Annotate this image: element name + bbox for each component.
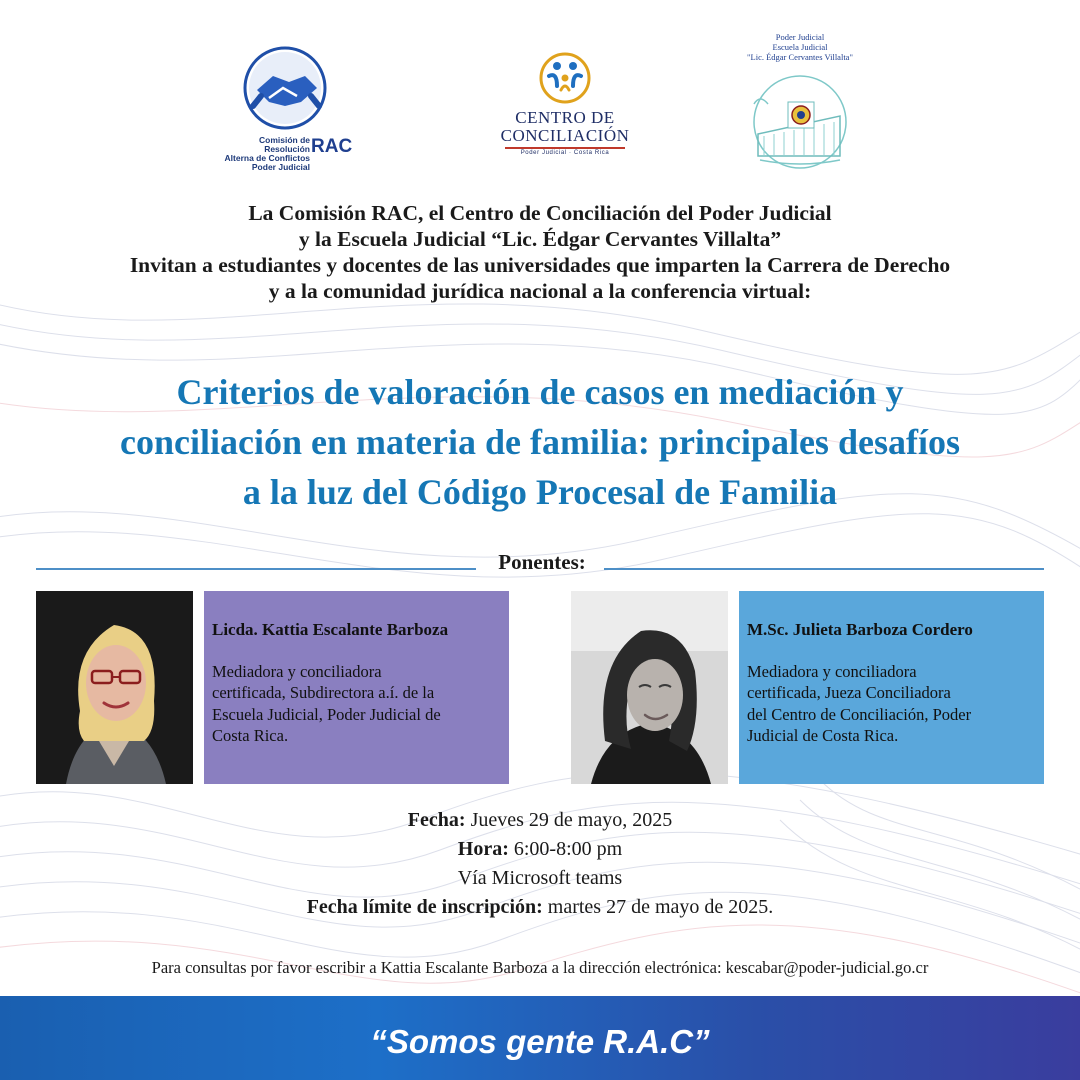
- rac-caption: [215, 136, 310, 172]
- escuela-logo-line1: Poder Judicial: [775, 32, 825, 42]
- speaker-bio-line: certificada, Jueza Conciliadora: [747, 683, 951, 702]
- rac-caption-line: Poder Judicial: [251, 162, 310, 172]
- event-date: [0, 806, 1080, 835]
- ponentes-label: Ponentes:: [498, 550, 586, 574]
- time-label: Hora:: [457, 838, 509, 860]
- handshake-icon: [205, 40, 365, 135]
- speaker-bio-line: Mediadora y conciliadora: [212, 661, 382, 681]
- divider-right: [604, 568, 1044, 570]
- title-line: a la luz del Código Procesal de Familia: [242, 472, 838, 512]
- speaker-name: Licda. Kattia Escalante Barboza: [212, 620, 449, 639]
- intro-line: Invitan a estudiantes y docentes de las universidades que imparten la Carrera de Derecho: [129, 253, 951, 277]
- escuela-logo-line3: "Lic. Édgar Cervantes Villalta": [747, 52, 853, 62]
- centro-logo-line1: CENTRO DE: [515, 108, 615, 127]
- event-platform: Vía Microsoft teams: [457, 867, 623, 889]
- rac-logo: [205, 40, 365, 170]
- speaker-bio-line: Mediadora y conciliadora: [747, 661, 917, 681]
- title-line: conciliación en materia de familia: principales desafíos: [120, 422, 960, 462]
- event-time: [0, 835, 1080, 864]
- date-value: Jueves 29 de mayo, 2025: [465, 809, 673, 831]
- title-line: Criterios de valoración de casos en mediación y: [176, 372, 904, 412]
- speaker-bio-line: del Centro de Conciliación, Poder: [747, 704, 972, 724]
- time-value: 6:00-8:00 pm: [508, 838, 623, 860]
- speaker-bio-line: Costa Rica.: [212, 726, 289, 745]
- footer-banner: [0, 996, 1080, 1080]
- family-figures-icon: [535, 50, 595, 106]
- divider-left: [36, 568, 476, 570]
- invitation-intro: [0, 200, 1080, 304]
- footer-slogan: “Somos gente R.A.C”: [370, 1023, 710, 1060]
- speaker-bio-line: certificada, Subdirectora a.í. de la: [212, 683, 435, 702]
- intro-line: La Comisión RAC, el Centro de Conciliación del Poder Judicial: [248, 201, 832, 225]
- centro-logo-line2: CONCILIACIÓN: [500, 126, 630, 145]
- speaker-bio-line: Escuela Judicial, Poder Judicial de: [212, 704, 441, 724]
- conference-title: [0, 367, 1080, 517]
- speaker-card-kattia: [204, 591, 509, 784]
- event-details: [0, 806, 1080, 922]
- speaker-card-julieta: [739, 591, 1044, 784]
- speaker-photo-kattia: [36, 591, 193, 784]
- speaker-photo-julieta: [571, 591, 728, 784]
- ponentes-header: [36, 548, 1044, 578]
- escuela-logo-line2: Escuela Judicial: [772, 42, 828, 52]
- centro-logo-divider: [505, 147, 625, 149]
- speaker-bio-line: Judicial de Costa Rica.: [747, 726, 899, 745]
- rac-caption-line: Comisión de Resolución: [258, 135, 310, 154]
- centro-logo-subtitle: Poder Judicial · Costa Rica: [520, 150, 610, 156]
- speaker-name: M.Sc. Julieta Barboza Cordero: [747, 620, 973, 639]
- contact-info: Para consultas por favor escribir a Kattia Escalante Barboza a la dirección electrónica: kescabar@poder-judicial.go.cr: [151, 958, 929, 977]
- centro-conciliacion-logo: [495, 50, 635, 165]
- deadline-label: Fecha límite de inscripción:: [306, 896, 543, 918]
- intro-line: y la Escuela Judicial “Lic. Édgar Cervantes Villalta”: [298, 227, 782, 251]
- intro-line: y a la comunidad jurídica nacional a la conferencia virtual:: [268, 279, 812, 303]
- rac-acronym: RAC: [311, 136, 353, 157]
- registration-deadline: [0, 893, 1080, 922]
- deadline-value: martes 27 de mayo de 2025.: [542, 896, 774, 918]
- escuela-judicial-logo: [730, 32, 870, 182]
- building-emblem-icon: [740, 64, 860, 174]
- rac-caption-line: Alterna de Conflictos: [224, 153, 310, 163]
- date-label: Fecha:: [407, 809, 466, 831]
